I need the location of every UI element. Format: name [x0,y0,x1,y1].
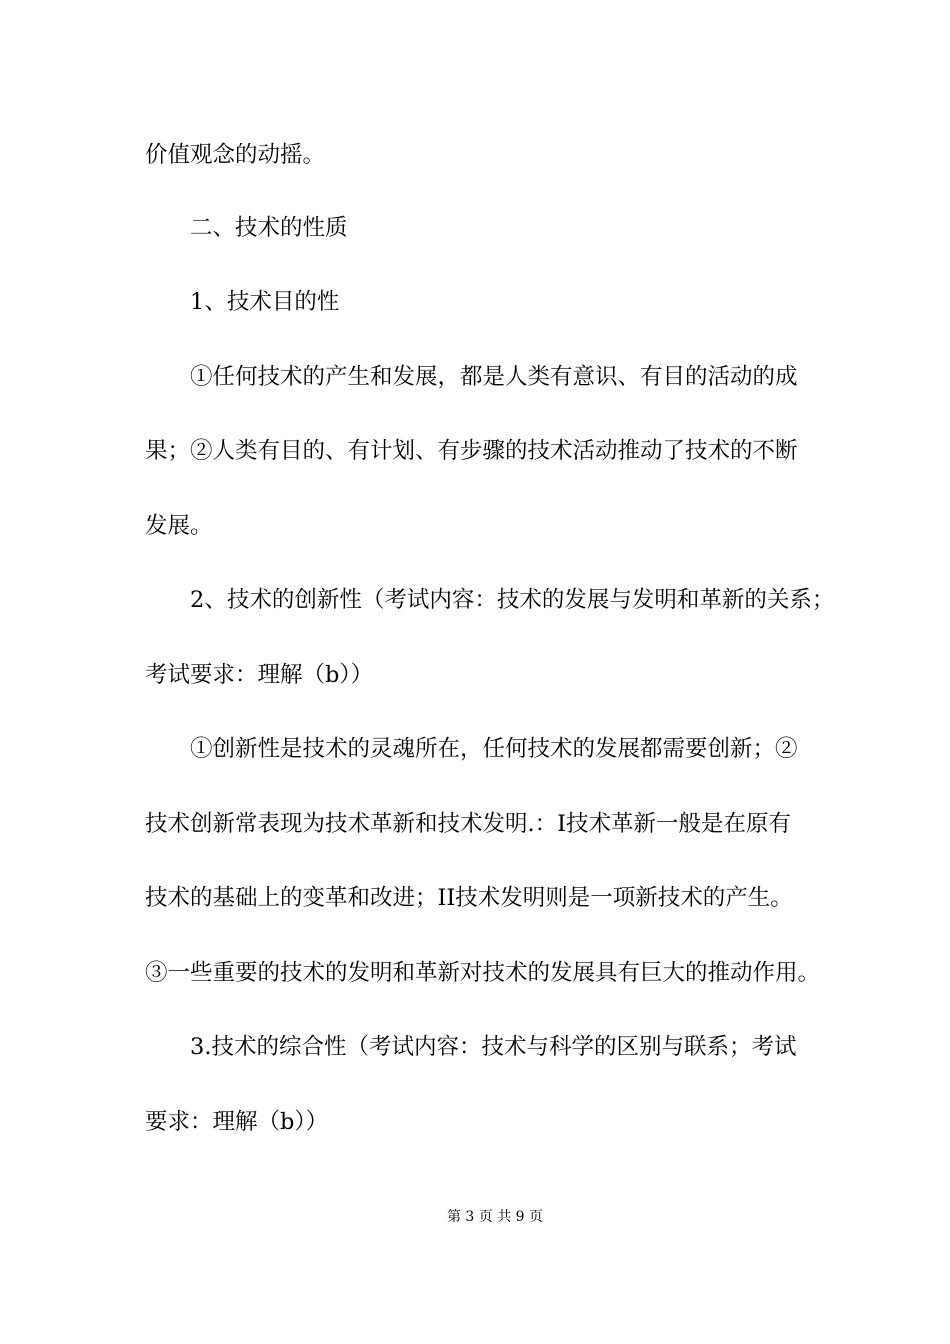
paragraph-line: 发展。 [145,513,213,539]
paragraph-line: 价值观念的动摇。 [145,142,326,168]
paragraph-line: 技术创新常表现为技术革新和技术发明.：I技术革新一般是在原有 [145,811,792,837]
paragraph-line: 技术的基础上的变革和改进；II技术发明则是一项新技术的产生。 [145,885,793,911]
section-heading: 二、技术的性质 [190,215,348,241]
paragraph-line: ①创新性是技术的灵魂所在，任何技术的发展都需要创新；② [190,736,798,762]
subsection-heading: 2、技术的创新性（考试内容：技术的发展与发明和革新的关系； [190,587,835,613]
paragraph-line: 果；②人类有目的、有计划、有步骤的技术活动推动了技术的不断 [145,438,798,464]
paragraph-line: 要求：理解（b）） [145,1109,329,1135]
paragraph-line: ①任何技术的产生和发展，都是人类有意识、有目的活动的成 [190,364,798,390]
paragraph-line: 考试要求：理解（b）） [145,662,374,688]
paragraph-line: ③一些重要的技术的发明和革新对技术的发展具有巨大的推动作用。 [145,960,821,986]
page-number-footer: 第 3 页 共 9 页 [446,1209,544,1225]
subsection-heading: 1、技术目的性 [190,289,340,315]
subsection-heading: 3.技术的综合性（考试内容：技术与科学的区别与联系；考试 [190,1034,797,1060]
